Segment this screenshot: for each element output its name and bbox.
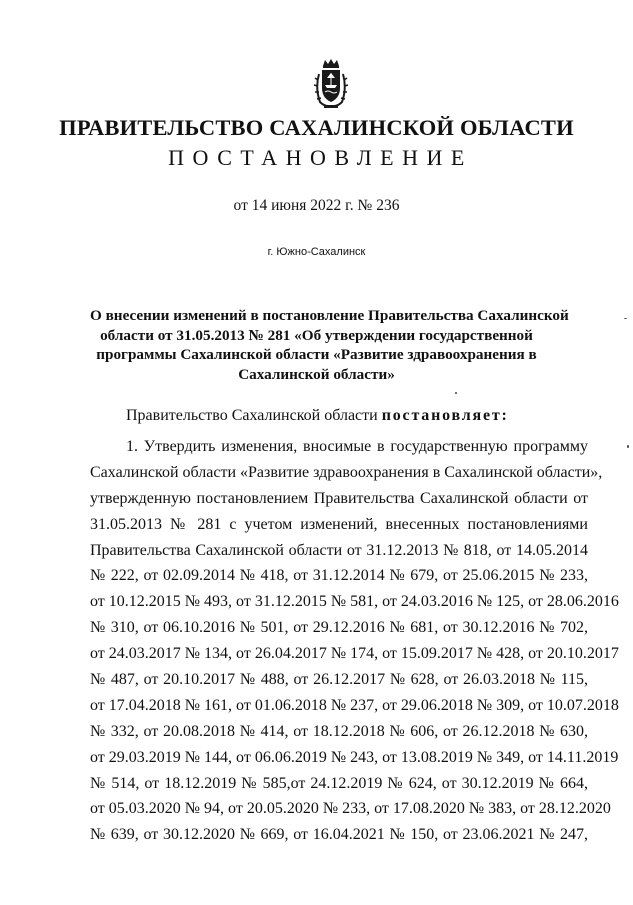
body-line: Правительства Сахалинской области от 31.12.2013 № 818, от 14.05.2014 <box>90 541 588 559</box>
preamble-text: Правительство Сахалинской области <box>126 407 382 424</box>
government-title: ПРАВИТЕЛЬСТВО САХАЛИНСКОЙ ОБЛАСТИ <box>59 115 574 140</box>
preamble <box>126 407 509 425</box>
decree-subject <box>90 306 569 384</box>
body-line: № 222, от 02.09.2014 № 418, от 31.12.2014 № 679, от 25.06.2015 № 233, <box>90 567 588 585</box>
issue-city: г. Южно-Сахалинск <box>267 246 366 258</box>
body-line: от 24.03.2017 № 134, от 26.04.2017 № 174, от 15.09.2017 № 428, от 20.10.2017 <box>90 645 619 663</box>
body-line: № 639, от 30.12.2020 № 669, от 16.04.2021 № 150, от 23.06.2021 № 247, <box>90 826 588 844</box>
preamble-emphasis: постановляет: <box>381 407 509 424</box>
scan-speck <box>455 392 457 394</box>
subject-line: программы Сахалинской области «Развитие здравоохранения в <box>96 346 537 363</box>
sakhalin-coat-of-arms-icon <box>314 58 348 110</box>
body-line: № 310, от 06.10.2016 № 501, от 29.12.2016 № 681, от 30.12.2016 № 702, <box>90 619 588 637</box>
subject-line: О внесении изменений в постановление Правительства Сахалинской <box>90 307 569 324</box>
subject-line: Сахалинской области» <box>238 365 395 383</box>
body-line: от 05.03.2020 № 94, от 20.05.2020 № 233, от 17.08.2020 № 383, от 28.12.2020 <box>90 800 611 818</box>
decree-body <box>90 434 619 848</box>
body-line: 1. Утвердить изменения, вносимые в государственную программу <box>126 438 588 455</box>
scan-speck <box>627 445 629 448</box>
body-line: № 514, от 18.12.2019 № 585,от 24.12.2019 № 624, от 30.12.2019 № 664, <box>90 774 588 792</box>
body-line: от 17.04.2018 № 161, от 01.06.2018 № 237, от 29.06.2018 № 309, от 10.07.2018 <box>90 696 619 714</box>
body-line: от 29.03.2019 № 144, от 06.06.2019 № 243, от 13.08.2019 № 349, от 14.11.2019 <box>90 748 619 766</box>
body-line: № 487, от 20.10.2017 № 488, от 26.12.2017 № 628, от 26.03.2018 № 115, <box>90 671 588 689</box>
document-type: ПОСТАНОВЛЕНИЕ <box>168 145 473 170</box>
body-line: утвержденную постановлением Правительства Сахалинской области от <box>90 489 588 507</box>
decree-date-number: от 14 июня 2022 г. № 236 <box>233 197 400 214</box>
scan-speck <box>624 318 627 319</box>
body-line: от 10.12.2015 № 493, от 31.12.2015 № 581, от 24.03.2016 № 125, от 28.06.2016 <box>90 593 619 611</box>
body-line: 31.05.2013 № 281 с учетом изменений, внесенных постановлениями <box>90 515 588 533</box>
body-line: № 332, от 20.08.2018 № 414, от 18.12.2018 № 606, от 26.12.2018 № 630, <box>90 722 588 740</box>
subject-line: области от 31.05.2013 № 281 «Об утверждении государственной <box>100 326 533 344</box>
body-line: Сахалинской области «Развитие здравоохранения в Сахалинской области», <box>90 463 603 481</box>
